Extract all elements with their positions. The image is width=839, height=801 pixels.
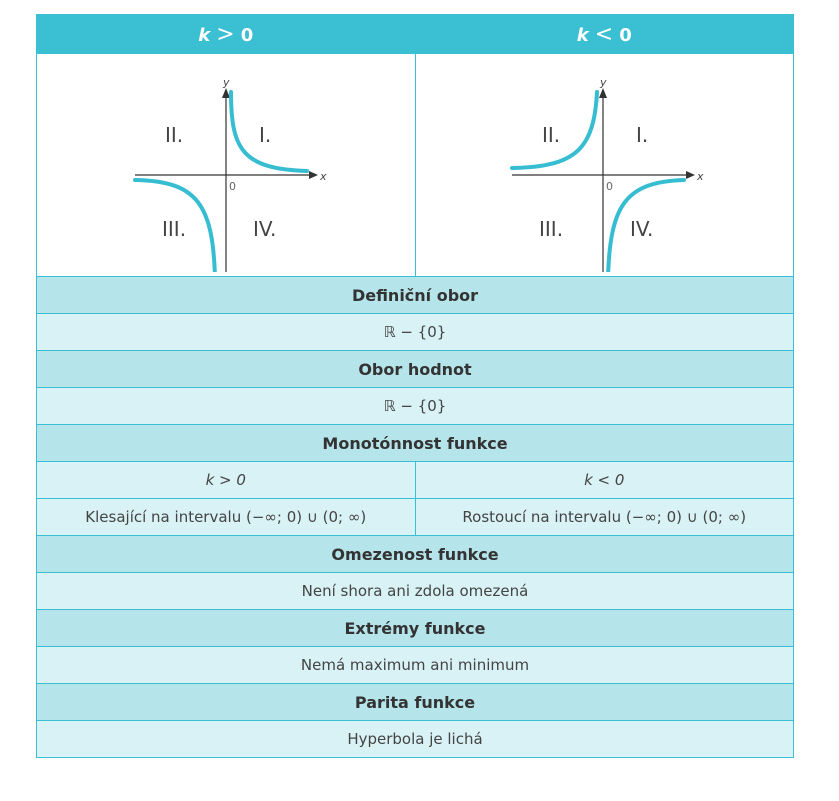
monotonicity-header-row (37, 462, 794, 499)
range-value-row (37, 388, 794, 425)
parity-value: Hyperbola je lichá (37, 721, 794, 758)
quadrant-1-label: I. (635, 123, 648, 147)
parity-value-row (37, 721, 794, 758)
origin-label: 0 (605, 180, 613, 193)
quadrant-4-label: IV. (629, 217, 653, 241)
x-axis-label: x (696, 170, 704, 183)
monotonicity-title-row (37, 425, 794, 462)
monotonicity-k-negative-value: Rostoucí na intervalu (−∞; 0) ∪ (0; ∞) (415, 499, 794, 536)
y-axis-arrow-icon (222, 88, 230, 98)
y-axis-arrow-icon (599, 88, 607, 98)
domain-value-row (37, 314, 794, 351)
header-right-var: k (576, 24, 589, 46)
properties-table (36, 14, 794, 758)
monotonicity-k-positive-header (37, 462, 416, 499)
range-title: Obor hodnot (37, 351, 794, 388)
range-title-row (37, 351, 794, 388)
quadrant-2-label: II. (165, 123, 184, 147)
x-axis-arrow-icon (686, 171, 695, 179)
monotonicity-k-positive-value: Klesající na intervalu (−∞; 0) ∪ (0; ∞) (37, 499, 416, 536)
header-right-num: 0 (619, 24, 632, 46)
domain-title-row (37, 277, 794, 314)
mono-right-header-text: k < 0 (584, 471, 625, 489)
header-left-num: 0 (240, 24, 254, 46)
header-row (37, 15, 794, 54)
graph-cell-k-positive (37, 54, 416, 277)
graph-cell-k-negative (415, 54, 794, 277)
extrema-value: Nemá maximum ani minimum (37, 647, 794, 684)
monotonicity-k-negative-header (415, 462, 794, 499)
boundedness-value-row (37, 573, 794, 610)
x-axis-arrow-icon (309, 171, 318, 179)
quadrant-3-label: III. (162, 217, 187, 241)
range-value: ℝ − {0} (37, 388, 794, 425)
boundedness-title: Omezenost funkce (37, 536, 794, 573)
quadrant-3-label: III. (538, 217, 563, 241)
header-right-op: < (594, 21, 614, 47)
header-k-negative (415, 15, 794, 54)
parity-title: Parita funkce (37, 684, 794, 721)
hyperbola-graph-k-positive (37, 54, 415, 272)
boundedness-value: Není shora ani zdola omezená (37, 573, 794, 610)
domain-title: Definiční obor (37, 277, 794, 314)
extrema-value-row (37, 647, 794, 684)
parity-title-row (37, 684, 794, 721)
header-left-var: k (198, 24, 211, 46)
mono-left-header-text: k > 0 (205, 471, 246, 489)
quadrant-4-label: IV. (253, 217, 277, 241)
extrema-title-row (37, 610, 794, 647)
origin-label: 0 (229, 180, 236, 193)
extrema-title: Extrémy funkce (37, 610, 794, 647)
hyperbola-graph-k-negative (416, 54, 794, 272)
boundedness-title-row (37, 536, 794, 573)
monotonicity-title: Monotónnost funkce (37, 425, 794, 462)
header-k-positive (37, 15, 416, 54)
x-axis-label: x (320, 170, 327, 183)
quadrant-2-label: II. (541, 123, 560, 147)
y-axis-label: y (223, 76, 230, 89)
quadrant-1-label: I. (259, 123, 272, 147)
y-axis-label: y (599, 76, 607, 89)
graphs-row (37, 54, 794, 277)
domain-value: ℝ − {0} (37, 314, 794, 351)
header-left-op: > (216, 21, 235, 47)
monotonicity-value-row (37, 499, 794, 536)
